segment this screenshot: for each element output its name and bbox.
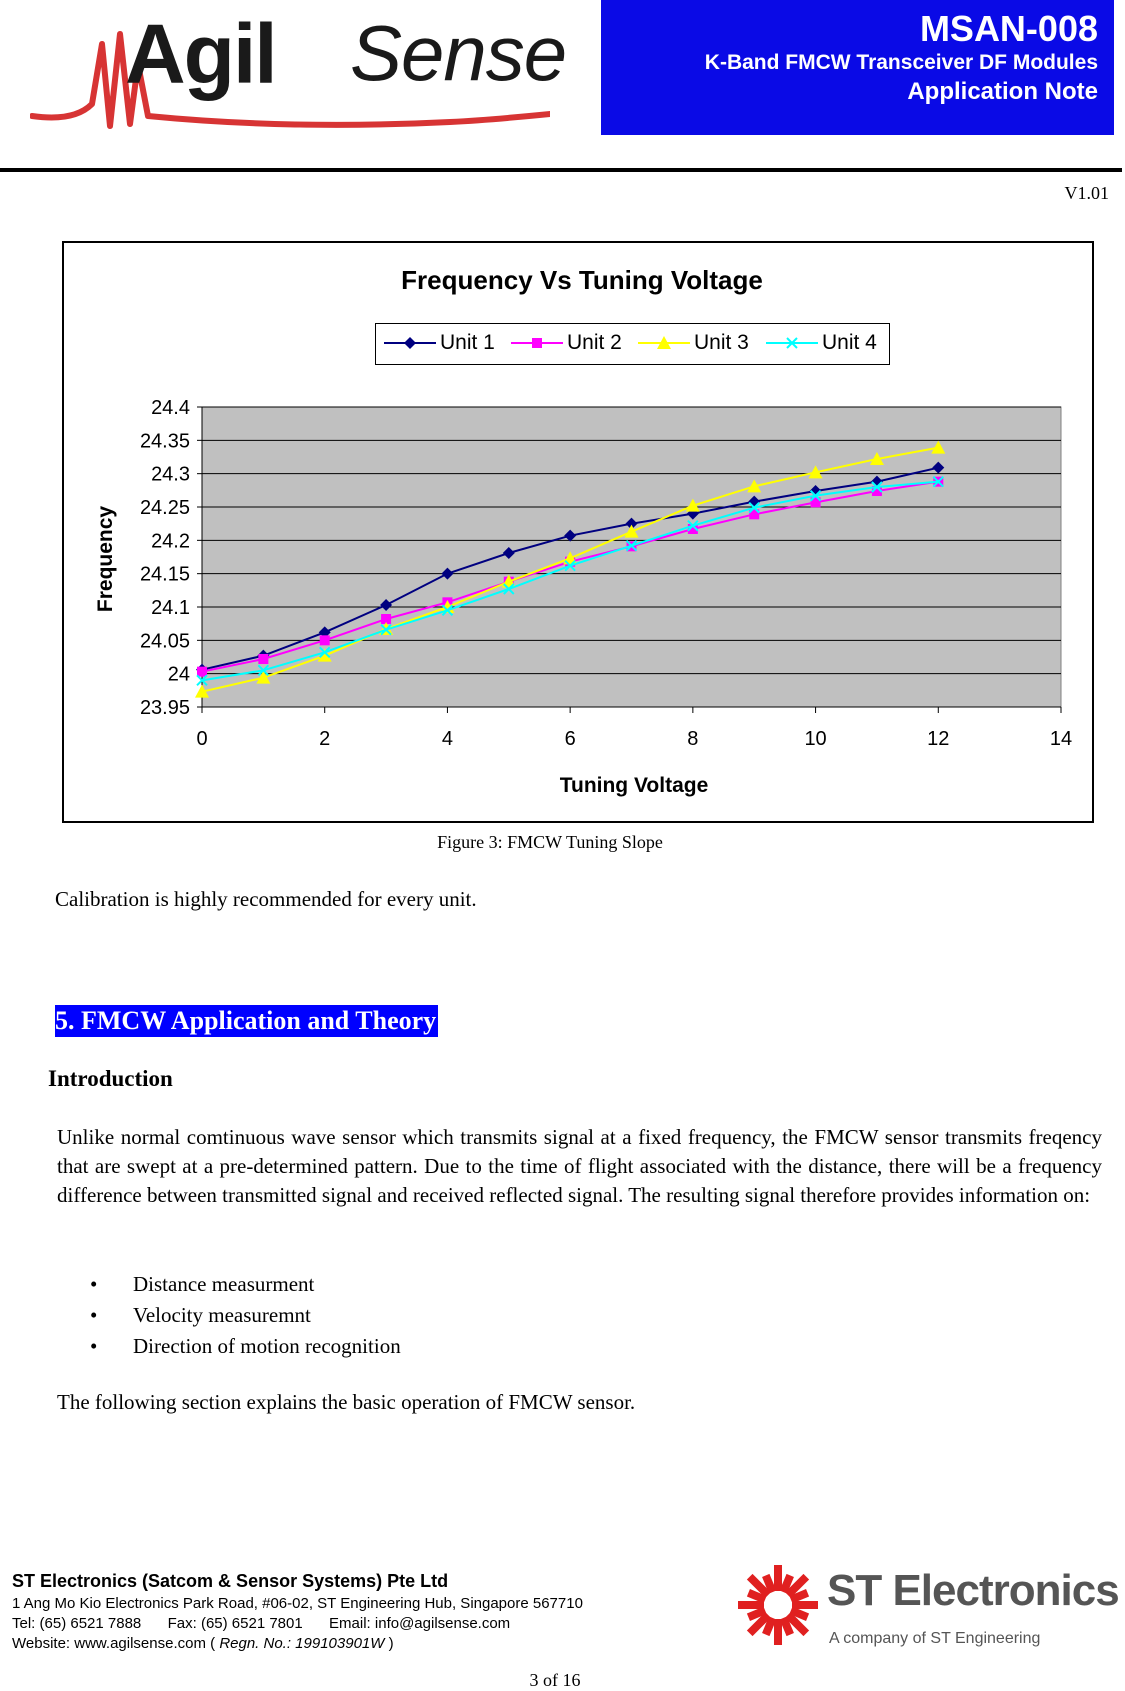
logo-text-agil: Agil <box>125 7 276 101</box>
header-rule <box>0 168 1122 172</box>
st-logo-tagline: A company of ST Engineering <box>829 1630 1041 1647</box>
list-item <box>90 1300 401 1331</box>
y-tick-label: 24.35 <box>139 430 190 453</box>
burst-ray <box>738 1601 764 1609</box>
burst-ray <box>774 1565 782 1591</box>
x-tick-label: 14 <box>1049 728 1073 750</box>
st-burst-icon <box>735 1562 821 1648</box>
page-number: 3 of 16 <box>529 1670 581 1690</box>
x-tick-label: 12 <box>927 728 950 750</box>
burst-ray <box>774 1619 782 1645</box>
y-tick-label: 24.2 <box>151 530 190 553</box>
st-logo-name: ST Electronics <box>827 1566 1119 1615</box>
burst-ray <box>792 1601 818 1609</box>
doc-type: Application Note <box>907 78 1098 105</box>
y-tick-label: 24.1 <box>151 597 190 619</box>
st-electronics-logo <box>735 1560 1120 1658</box>
y-tick-label: 24.3 <box>151 463 190 486</box>
legend-label: Unit 2 <box>567 331 622 354</box>
legend-square-icon <box>509 333 565 353</box>
x-tick-label: 6 <box>564 728 576 750</box>
footer-regn: Regn. No.: 199103901W <box>219 1635 385 1652</box>
feature-list <box>90 1269 401 1362</box>
introduction-heading: Introduction <box>48 1066 173 1091</box>
version-label: V1.01 <box>1064 183 1109 203</box>
chart-ylabel: Frequency <box>94 505 117 613</box>
footer-fax: Fax: (65) 6521 7801 <box>167 1615 303 1632</box>
legend-label: Unit 3 <box>694 331 749 354</box>
x-tick-label: 4 <box>441 728 453 750</box>
data-point-square <box>258 654 268 664</box>
agilsense-logo <box>30 4 567 144</box>
y-tick-label: 24.4 <box>151 397 190 419</box>
document-title-box <box>601 0 1114 135</box>
list-item-text: Direction of motion recognition <box>133 1334 401 1358</box>
data-point-square <box>197 667 207 677</box>
footer-tel: Tel: (65) 6521 7888 <box>12 1615 142 1632</box>
legend-triangle-icon <box>636 333 692 353</box>
following-paragraph: The following section explains the basic operation of FMCW sensor. <box>57 1390 636 1414</box>
footer-website: Website: www.agilsense.com ( <box>12 1635 216 1652</box>
x-tick-label: 0 <box>196 728 208 750</box>
legend-item-unit-3 <box>636 331 749 355</box>
list-item-text: Velocity measuremnt <box>133 1303 311 1327</box>
data-point-square <box>320 635 330 645</box>
y-tick-label: 23.95 <box>139 697 190 719</box>
footer-contact <box>12 1568 583 1654</box>
logo-text-sense: Sense <box>350 9 567 97</box>
plot-area <box>202 407 1061 707</box>
footer-address: 1 Ang Mo Kio Electronics Park Road, #06-02, ST Engineering Hub, Singapore 567710 <box>12 1595 583 1612</box>
footer-website-close: ) <box>388 1635 394 1652</box>
doc-subtitle: K-Band FMCW Transceiver DF Modules <box>704 51 1098 74</box>
legend-x-icon <box>764 333 820 353</box>
legend-label: Unit 4 <box>822 331 877 354</box>
y-tick-label: 24.25 <box>139 497 190 519</box>
footer-phone-line <box>12 1614 583 1634</box>
chart-legend <box>375 323 890 365</box>
legend-item-unit-2 <box>509 331 622 355</box>
x-tick-label: 2 <box>319 728 331 750</box>
legend-item-unit-4 <box>764 331 877 355</box>
chart-xlabel: Tuning Voltage <box>559 774 709 797</box>
doc-code: MSAN-008 <box>919 8 1098 49</box>
y-tick-label: 24.05 <box>139 630 190 653</box>
list-item <box>90 1331 401 1362</box>
list-item <box>90 1269 401 1300</box>
y-tick-label: 24 <box>167 663 190 686</box>
section-heading: 5. FMCW Application and Theory <box>55 1006 437 1035</box>
footer-website-line <box>12 1634 583 1654</box>
bullet-icon: • <box>90 1272 98 1296</box>
x-tick-label: 10 <box>804 728 827 750</box>
legend-diamond-icon <box>382 333 438 353</box>
footer-company: ST Electronics (Satcom & Sensor Systems) Pte Ltd <box>12 1571 449 1591</box>
intro-paragraph: Unlike normal comtinuous wave sensor which transmits signal at a fixed frequency, the FMCW sensor transmits freqency that are swept at a pre-determined pattern. Due to the time of flight associated with the distance, there will be a frequency difference between transmitted signal and received reflected signal. The resulting signal therefore provides information on: <box>57 1125 1102 1207</box>
footer-email: Email: info@agilsense.com <box>329 1615 511 1632</box>
chart-title: Frequency Vs Tuning Voltage <box>401 265 763 295</box>
x-tick-label: 8 <box>687 728 699 750</box>
y-tick-label: 24.15 <box>139 563 190 586</box>
calibration-note: Calibration is highly recommended for every unit. <box>55 887 477 911</box>
figure-caption: Figure 3: FMCW Tuning Slope <box>437 832 663 852</box>
legend-item-unit-1 <box>382 331 495 355</box>
bullet-icon: • <box>90 1303 98 1327</box>
bullet-icon: • <box>90 1334 98 1358</box>
legend-label: Unit 1 <box>440 331 495 354</box>
list-item-text: Distance measurment <box>133 1272 315 1296</box>
